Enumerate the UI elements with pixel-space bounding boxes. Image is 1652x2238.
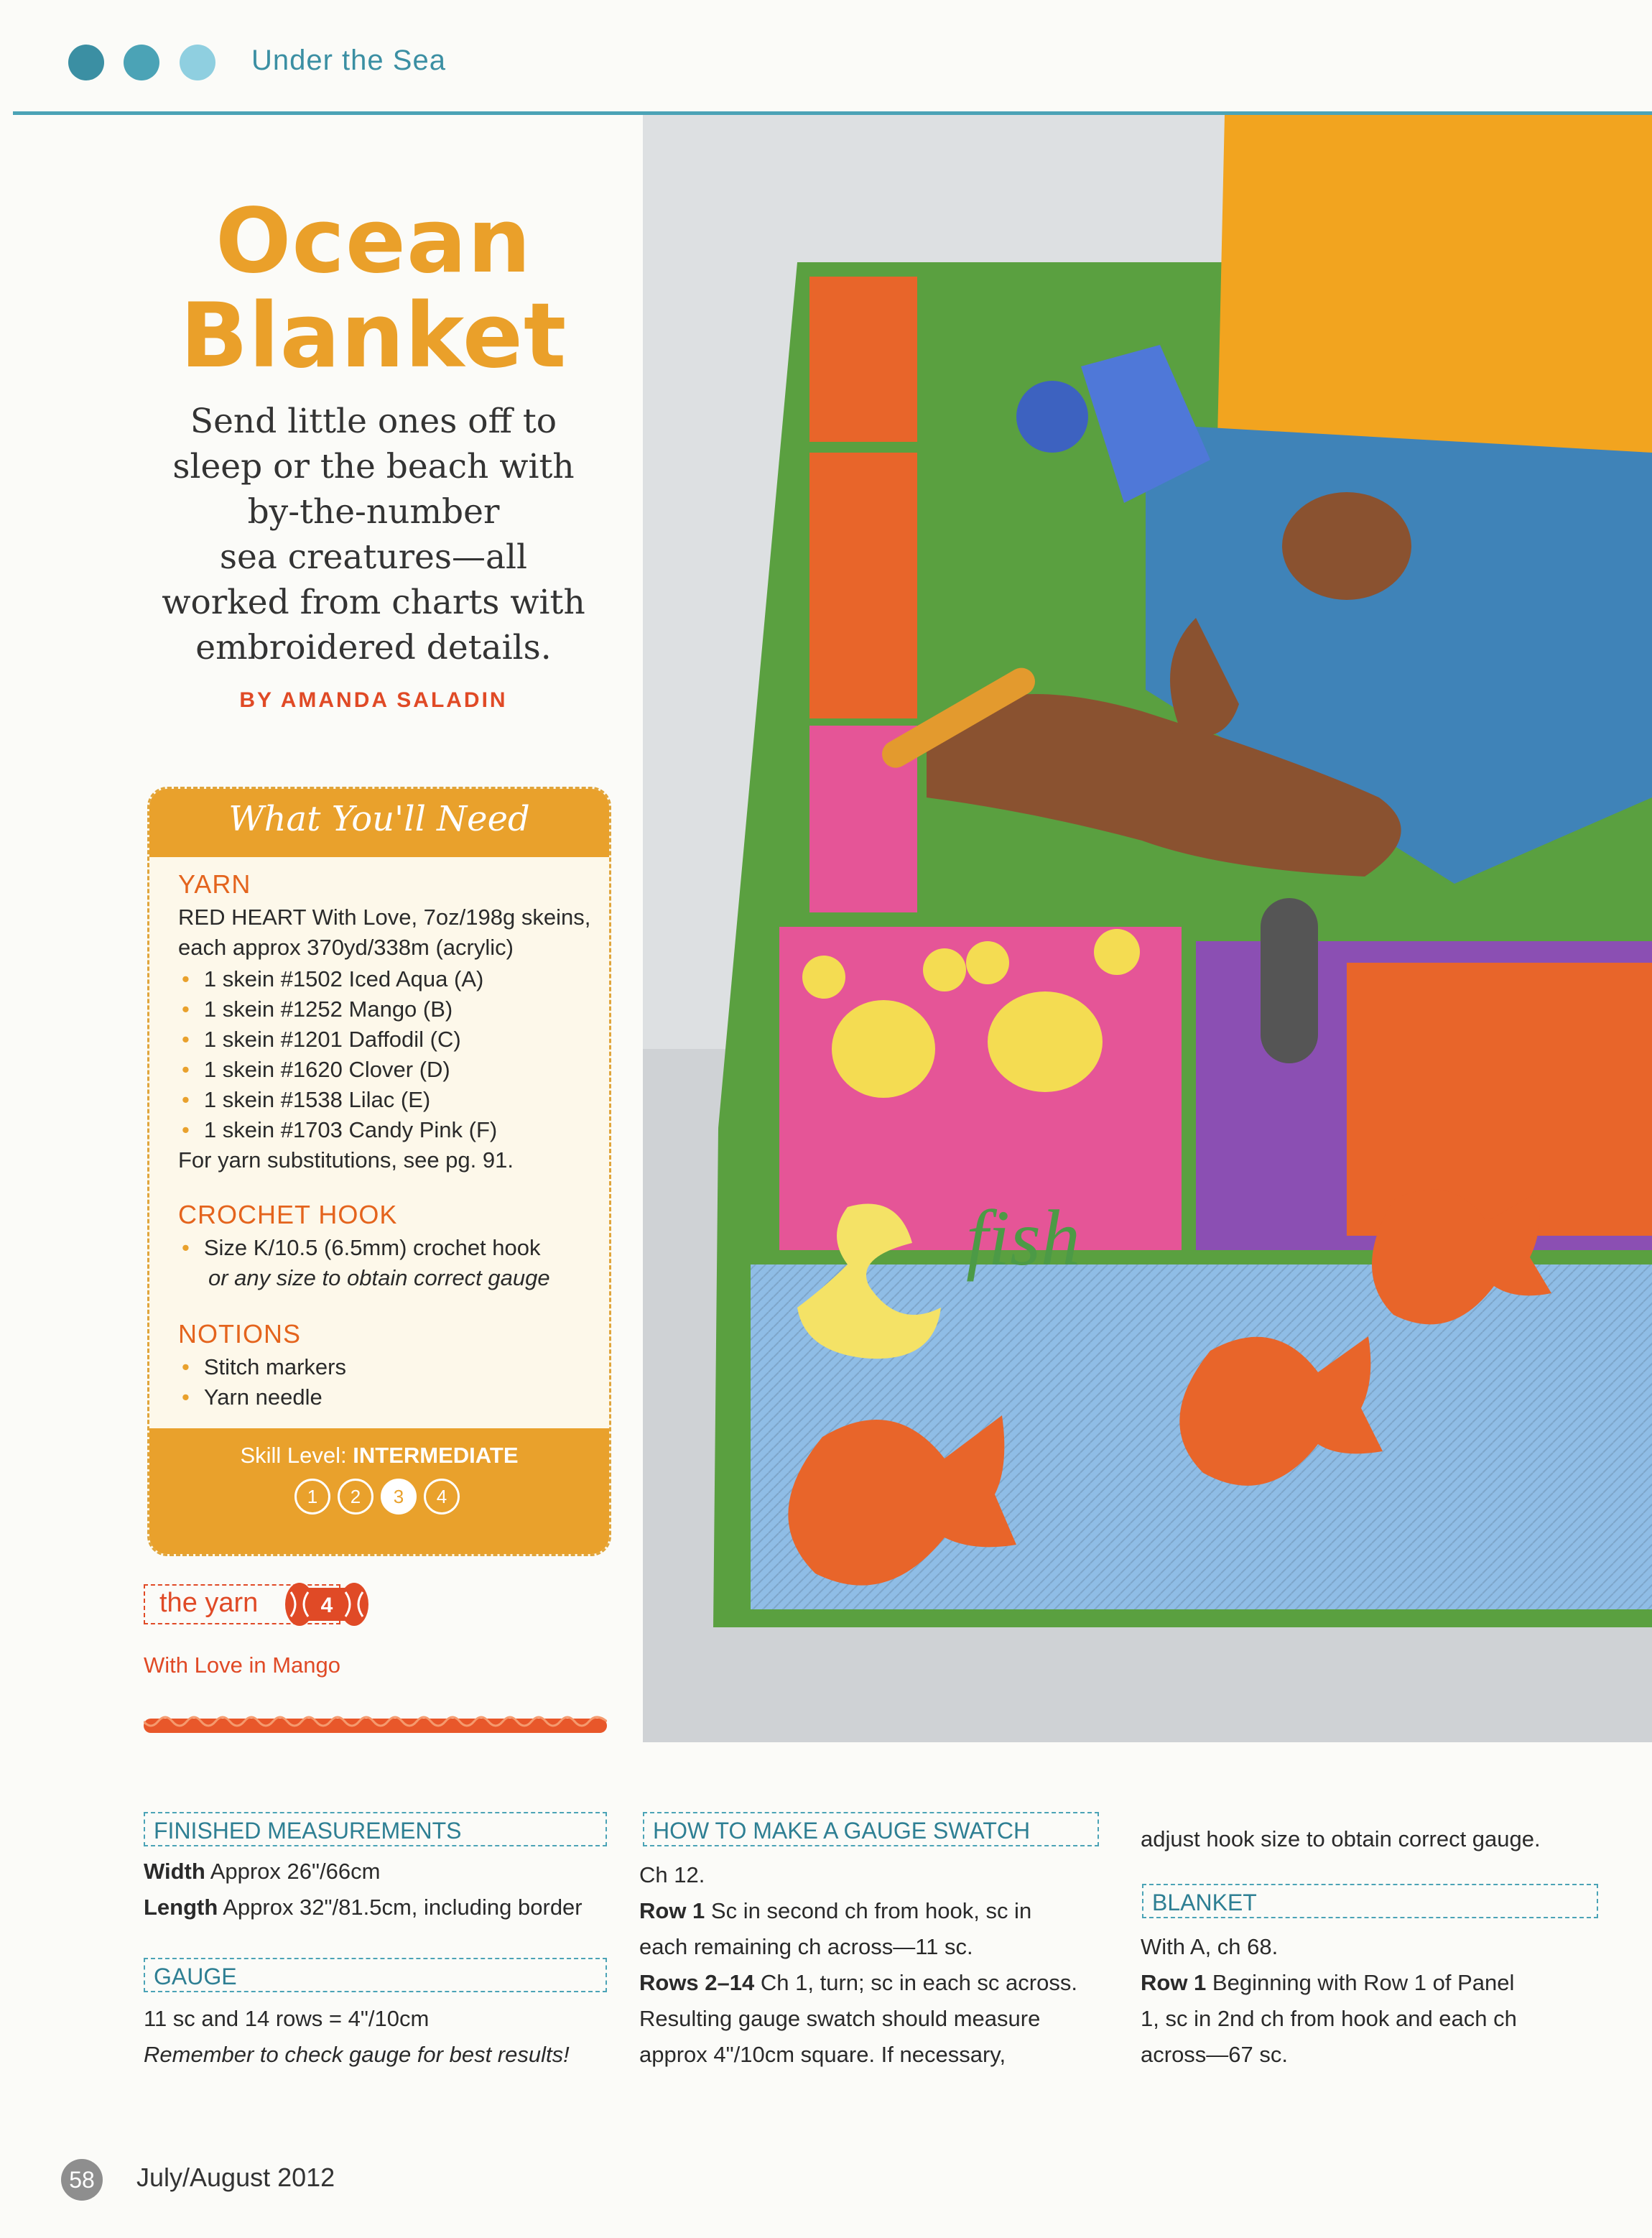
hook-heading: CROCHET HOOK <box>178 1200 398 1229</box>
hook-note: or any size to obtain correct gauge <box>208 1265 550 1290</box>
article-title <box>129 190 618 388</box>
hook-item: • Size K/10.5 (6.5mm) crochet hook <box>182 1235 541 1260</box>
blanket-photo <box>643 115 1652 1742</box>
finished-measurements-heading: FINISHED MEASUREMENTS <box>144 1812 607 1846</box>
title-line-1: Ocean <box>215 190 532 293</box>
issue-date: July/August 2012 <box>136 2163 335 2192</box>
measure-length: Length Approx 32"/81.5cm, including border <box>144 1895 583 1920</box>
gauge-swatch-heading: HOW TO MAKE A GAUGE SWATCH <box>643 1812 1099 1846</box>
measure-width: Width Approx 26"/66cm <box>144 1859 381 1884</box>
dek-line: by-the-number <box>247 492 500 532</box>
notions-item: • Yarn needle <box>182 1384 322 1410</box>
yarn-item: • 1 skein #1201 Daffodil (C) <box>182 1027 461 1052</box>
dek-line: embroidered details. <box>195 628 552 667</box>
swatch-result-a: Resulting gauge swatch should measure <box>639 2006 1041 2031</box>
yarn-name: With Love in Mango <box>144 1652 340 1678</box>
swatch-result-c: adjust hook size to obtain correct gauge. <box>1141 1826 1541 1851</box>
dek-line: sea creatures—all <box>219 537 528 577</box>
skill-level-label: Skill Level: INTERMEDIATE <box>240 1443 519 1468</box>
notions-item: • Stitch markers <box>182 1354 346 1379</box>
blanket-heading: BLANKET <box>1142 1884 1598 1918</box>
blanket-chain: With A, ch 68. <box>1141 1934 1279 1959</box>
panel-word: fish <box>966 1194 1080 1282</box>
title-line-2: Blanket <box>180 285 567 388</box>
yarn-substitution-note: For yarn substitutions, see pg. 91. <box>178 1147 514 1173</box>
dek-line: Send little ones off to <box>190 402 557 441</box>
byline: BY AMANDA SALADIN <box>239 688 508 712</box>
materials-box <box>147 787 611 1556</box>
skill-level-3-selected: 3 <box>381 1479 417 1515</box>
skill-level-4: 4 <box>424 1479 460 1515</box>
header-dot-1 <box>68 45 104 80</box>
blanket-row1-cont: 1, sc in 2nd ch from hook and each ch <box>1141 2006 1517 2031</box>
swatch-result-b: approx 4"/10cm square. If necessary, <box>639 2042 1006 2067</box>
swatch-rows: Rows 2–14 Ch 1, turn; sc in each sc across. <box>639 1970 1077 1995</box>
header-dot-3 <box>180 45 215 80</box>
yarn-intro: RED HEART With Love, 7oz/198g skeins, each approx 370yd/338m (acrylic) <box>178 905 591 960</box>
yarn-item: • 1 skein #1252 Mango (B) <box>182 997 453 1022</box>
gauge-note: Remember to check gauge for best results! <box>144 2042 570 2067</box>
yarn-weight-number: 4 <box>320 1594 333 1617</box>
header-dot-2 <box>124 45 159 80</box>
blanket-row1-end: across—67 sc. <box>1141 2042 1289 2067</box>
section-label: Under the Sea <box>251 45 446 76</box>
yarn-tag-label: the yarn <box>159 1588 259 1618</box>
yarn-heading: YARN <box>178 869 251 899</box>
notions-heading: NOTIONS <box>178 1319 302 1349</box>
page-header <box>0 0 1652 115</box>
skill-level-1: 1 <box>294 1479 330 1515</box>
gauge-heading: GAUGE <box>144 1958 607 1992</box>
yarn-item: • 1 skein #1620 Clover (D) <box>182 1057 450 1082</box>
dek-line: worked from charts with <box>162 583 585 622</box>
yarn-item: • 1 skein #1502 Iced Aqua (A) <box>182 966 484 991</box>
swatch-row1: Row 1 Sc in second ch from hook, sc in <box>639 1898 1032 1923</box>
swatch-chain: Ch 12. <box>639 1862 705 1887</box>
materials-title: What You'll Need <box>228 799 530 839</box>
yarn-item: • 1 skein #1703 Candy Pink (F) <box>182 1117 498 1142</box>
swatch-row1-cont: each remaining ch across—11 sc. <box>639 1934 973 1959</box>
article-dek <box>129 399 618 670</box>
page-number: 58 <box>61 2159 103 2201</box>
skill-level-2: 2 <box>338 1479 373 1515</box>
gauge-value: 11 sc and 14 rows = 4"/10cm <box>144 2006 430 2031</box>
blanket-row1: Row 1 Beginning with Row 1 of Panel <box>1141 1970 1515 1995</box>
yarn-item: • 1 skein #1538 Lilac (E) <box>182 1087 431 1112</box>
yarn-weight-icon <box>284 1578 370 1631</box>
yarn-strand-image <box>144 1716 607 1736</box>
dek-line: sleep or the beach with <box>172 447 575 486</box>
